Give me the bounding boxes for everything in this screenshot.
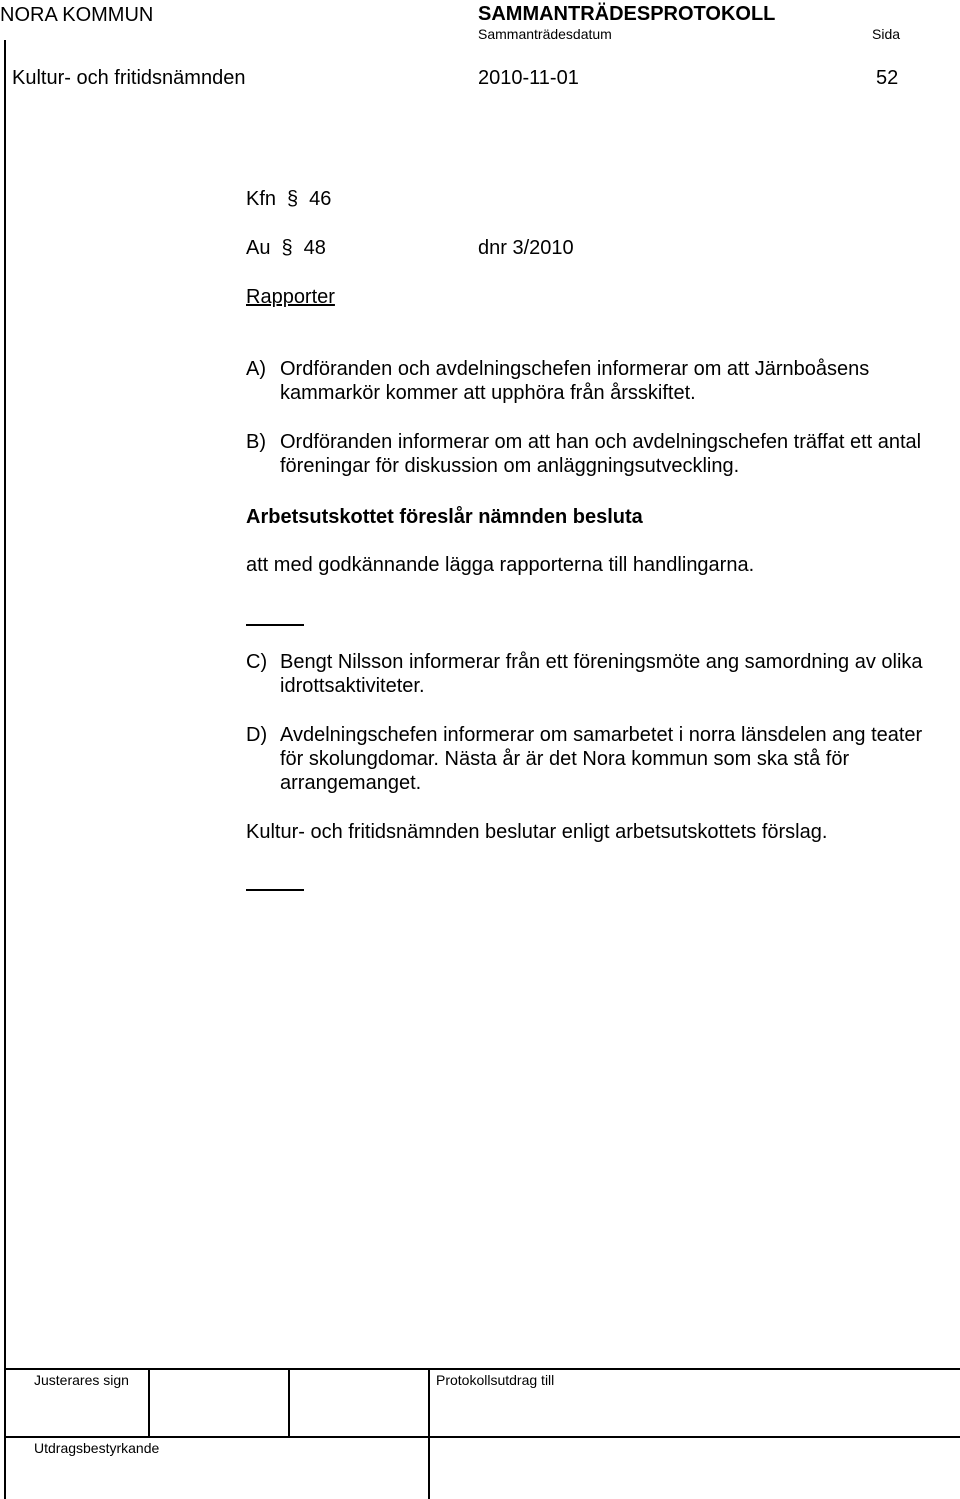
item-label: D) <box>246 724 268 746</box>
decision-text: Kultur- och fritidsnämnden beslutar enligt arbetsutskottets förslag. <box>246 821 828 843</box>
organization-name: NORA KOMMUN <box>0 4 154 26</box>
list-item-a <box>246 357 926 405</box>
left-margin-line <box>4 40 6 1499</box>
page-label: Sida <box>872 26 901 42</box>
item-label: B) <box>246 431 266 453</box>
item-text: Ordföranden informerar om att han och avdelningschefen träffat ett antal föreningar för diskussion om anläggningsutveckling. <box>280 431 922 477</box>
au-number: 48 <box>303 237 326 259</box>
proposal-text: att med godkännande lägga rapporterna till handlingarna. <box>246 554 755 576</box>
item-label: A) <box>246 358 266 380</box>
section-heading: Rapporter <box>246 286 335 308</box>
list-item-d <box>246 723 926 795</box>
board-name: Kultur- och fritidsnämnden <box>12 67 246 89</box>
justerares-sign-label: Justerares sign <box>34 1372 129 1388</box>
diary-number: dnr 3/2010 <box>478 237 574 259</box>
kfn-number: 46 <box>309 188 332 210</box>
footer-cell-divider <box>148 1368 150 1438</box>
protokollsutdrag-label: Protokollsutdrag till <box>436 1372 555 1388</box>
item-label: C) <box>246 651 268 673</box>
footer-cell-divider <box>288 1368 290 1438</box>
utdragsbestyrkande-label: Utdragsbestyrkande <box>34 1440 160 1456</box>
meeting-date-label: Sammanträdesdatum <box>478 26 612 42</box>
list-item-b <box>246 430 926 478</box>
list-item-c <box>246 650 926 698</box>
item-text: Ordföranden och avdelningschefen informerar om att Järnboåsens kammarkör kommer att upphöra från årsskiftet. <box>280 358 870 404</box>
proposal-heading: Arbetsutskottet föreslår nämnden besluta <box>246 506 643 528</box>
document-title: SAMMANTRÄDESPROTOKOLL <box>478 3 776 25</box>
item-text: Bengt Nilsson informerar från ett föreningsmöte ang samordning av olika idrottsaktiviteter. <box>280 651 923 697</box>
item-text: Avdelningschefen informerar om samarbetet i norra länsdelen ang teater för skolungdomar. Nästa år är det Nora kommun som ska stå för arrangemanget. <box>280 724 923 794</box>
kfn-reference <box>246 187 331 211</box>
separator-line <box>246 889 304 891</box>
separator-line <box>246 624 304 626</box>
section-symbol: § <box>287 188 299 210</box>
kfn-label: Kfn <box>246 188 277 210</box>
au-reference <box>246 236 326 260</box>
page-number: 52 <box>876 67 899 89</box>
au-label: Au <box>246 237 271 259</box>
footer-cell-divider <box>428 1368 430 1499</box>
section-symbol: § <box>281 237 293 259</box>
meeting-date: 2010-11-01 <box>478 67 579 89</box>
